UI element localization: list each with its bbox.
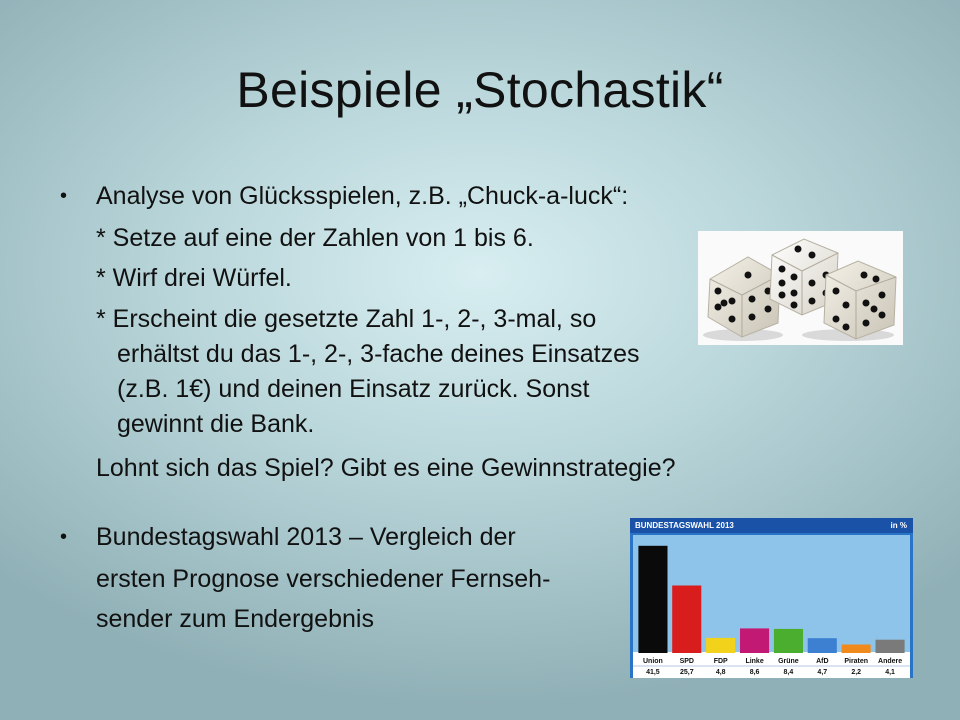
bar-andere (876, 640, 905, 650)
chart-unit-label: in % (890, 521, 907, 530)
rule-3-text: * Erscheint die gesetzte Zahl 1-, 2-, 3-mal, so (96, 305, 597, 333)
bullet-2-marker: • (60, 526, 68, 548)
value-label-fdp: 4,8 (715, 669, 726, 676)
bullet-2-text-cont-1: ersten Prognose verschiedener Fernseh- (96, 565, 551, 593)
dice-image (698, 231, 903, 345)
category-label-piraten: Piraten (844, 658, 869, 665)
bullet-1-text: Analyse von Glücksspielen, z.B. „Chuck-a-luck“: (96, 182, 629, 210)
value-label-spd: 25,7 (679, 669, 694, 676)
bar-grüne (774, 629, 803, 650)
bar-strip-fdp (706, 650, 735, 653)
bar-afd (808, 638, 837, 650)
category-label-afd: AfD (816, 658, 829, 665)
rule-1-text: * Setze auf eine der Zahlen von 1 bis 6. (96, 224, 534, 252)
rule-3-text-cont-3: gewinnt die Bank. (117, 410, 315, 438)
category-label-spd: SPD (679, 658, 695, 665)
value-label-piraten: 2,2 (851, 669, 862, 676)
category-label-fdp: FDP (713, 658, 728, 665)
bar-union (638, 546, 667, 650)
election-chart (630, 518, 913, 678)
bar-strip-union (638, 650, 667, 653)
bullet-1-marker: • (60, 185, 68, 207)
bullet-2-text-cont-2: sender zum Endergebnis (96, 605, 374, 633)
value-label-linke: 8,6 (749, 669, 760, 676)
value-label-afd: 4,7 (817, 669, 828, 676)
chart-title: BUNDESTAGSWAHL 2013 (635, 521, 734, 530)
bar-spd (672, 586, 701, 651)
bar-piraten (842, 645, 871, 651)
die-left (708, 257, 780, 337)
question-text: Lohnt sich das Spiel? Gibt es eine Gewinnstrategie? (96, 454, 676, 482)
bar-strip-piraten (842, 650, 871, 653)
bar-strip-afd (808, 650, 837, 653)
bar-linke (740, 628, 769, 650)
category-label-andere: Andere (878, 658, 903, 665)
chart-label-band (633, 652, 910, 678)
bar-strip-spd (672, 650, 701, 653)
value-label-andere: 4,1 (885, 669, 895, 676)
category-label-union: Union (642, 658, 663, 665)
value-label-grüne: 8,4 (783, 669, 794, 676)
bar-fdp (706, 638, 735, 650)
bullet-2-text: Bundestagswahl 2013 – Vergleich der (96, 523, 516, 551)
slide-title: Beispiele „Stochastik“ (236, 62, 724, 118)
value-label-union: 41,5 (646, 669, 660, 676)
category-label-grüne: Grüne (778, 658, 799, 665)
rule-2-text: * Wirf drei Würfel. (96, 264, 292, 292)
category-label-linke: Linke (745, 658, 764, 665)
bar-strip-andere (876, 650, 905, 653)
chart-svg (630, 518, 913, 678)
bar-strip-linke (740, 650, 769, 653)
bar-strip-grüne (774, 650, 803, 653)
rule-3-text-cont-1: erhältst du das 1-, 2-, 3-fache deines Einsatzes (117, 340, 640, 368)
rule-3-text-cont-2: (z.B. 1€) und deinen Einsatz zurück. Sonst (117, 375, 590, 403)
